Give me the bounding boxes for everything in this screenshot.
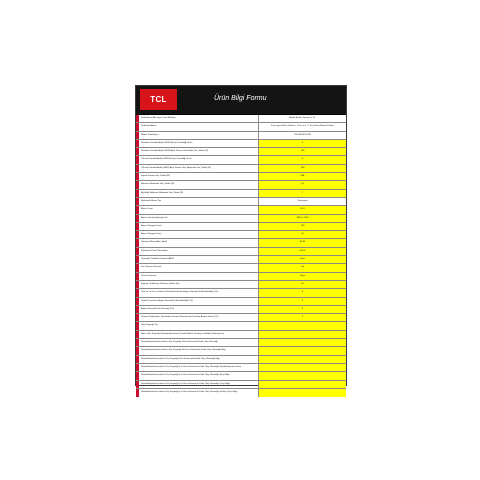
row-label: Bekleme Modunda Güç Talebi (W) xyxy=(136,181,259,188)
table-row xyxy=(136,331,346,339)
row-value: 189 xyxy=(259,165,346,172)
spec-table xyxy=(136,115,346,397)
row-label: Harici Güç Kaynağı (Standartlaştırılmış Ürünle Birlikte Verilmişse Birlikte Kullanılması) xyxy=(136,331,259,338)
row-label: Standartlaştırılmamış Harici Güç Kaynağı İle Ürün Kutusunda Dahil Olup Olmadığı Bilgi xyxy=(136,347,259,354)
row-label: Standartlaştırılmamış Harici Güç Kaynağı Ürün Kutusunda Dahil Olup Olmadığı xyxy=(136,339,259,346)
table-row xyxy=(136,173,346,181)
row-value: F xyxy=(259,140,346,147)
row-label: Ağ Bağlı Bekleme Modunda Güç Talebi (W) xyxy=(136,190,259,197)
row-value xyxy=(259,364,346,371)
row-value: N/A xyxy=(259,173,346,180)
row-label: Standart Dinamik Aralık (SDR) Açık Durum Güç Modu Güç Talebi (W) xyxy=(136,148,259,155)
table-row xyxy=(136,231,346,239)
row-value xyxy=(259,389,346,397)
row-label: Görünen Ekran Alanı (dm²) xyxy=(136,239,259,246)
row-value: Hayır xyxy=(259,273,346,280)
table-row xyxy=(136,381,346,389)
row-value xyxy=(259,339,346,346)
row-label: Standart Dinamik Aralık (SDR) Enerji Verimliliği Sınıfı xyxy=(136,140,259,147)
row-label: Standartlaştırılmış Harici Güç Kaynağı Ürün Kutusunda Dahil Olup Olmadığı Bilgi xyxy=(136,356,259,363)
table-row xyxy=(136,347,346,355)
row-value: 16:9 xyxy=(259,206,346,213)
table-row xyxy=(136,298,346,306)
row-label: Standartlaştırılmış Harici Güç Kaynağı İçin Ürün Kutusunun Dahil Olup Olmadığı Gerilim Çıkışı Bilgi xyxy=(136,389,259,397)
row-label: Standartlaştırılmış Harici Güç Kaynağı İçin Ürün Kutusunun Dahil Olup Olmadığı Girişi Bilgi xyxy=(136,372,259,379)
row-value: 139 xyxy=(259,223,346,230)
row-label: Ses Tanıma Sensörü xyxy=(136,264,259,271)
table-row xyxy=(136,314,346,322)
table-row xyxy=(136,339,346,347)
table-row xyxy=(136,123,346,131)
table-row xyxy=(136,190,346,198)
row-value: 8 xyxy=(259,306,346,313)
row-value xyxy=(259,372,346,379)
row-value: 0,5 xyxy=(259,181,346,188)
table-row xyxy=(136,132,346,140)
sheet-title: Ürün Bilgi Formu xyxy=(214,95,267,102)
table-row xyxy=(136,223,346,231)
row-value: 8 xyxy=(259,298,346,305)
table-row xyxy=(136,264,346,272)
brand-logo: TCL xyxy=(140,89,177,110)
row-label: Yüksek Dinamik Aralık (HDR) Enerji Verimliliği Sınıfı xyxy=(136,156,259,163)
table-row xyxy=(136,165,346,173)
row-label: Durum Sensörü xyxy=(136,273,259,280)
row-value: 60 xyxy=(259,281,346,288)
row-label: Tedarikçi Adresi xyxy=(136,123,259,130)
table-row xyxy=(136,239,346,247)
table-row xyxy=(136,372,346,380)
row-value: QLED xyxy=(259,248,346,255)
row-label: Ekran Köşegeni (inç) xyxy=(136,231,259,238)
row-value: 82,86 xyxy=(259,239,346,246)
row-label: Ekran Oranı xyxy=(136,206,259,213)
table-row xyxy=(136,273,346,281)
table-row xyxy=(136,115,346,123)
table-row xyxy=(136,256,346,264)
row-label: Yazılım ve Ürün Yazılımı Güncellemelerinin Asgari Garantili Kullanılabilirliği (Yıl) xyxy=(136,289,259,296)
table-row xyxy=(136,156,346,164)
row-value: Blabla Elektr. Sanayi ve Tic. xyxy=(289,117,316,119)
table-row xyxy=(136,198,346,206)
row-label: Model Tanımlayıcı xyxy=(136,132,259,139)
row-value: 55C845 MUZ-M1 xyxy=(294,133,311,136)
row-value: Televizyon xyxy=(297,199,308,202)
row-label: Ekran Köşegeni (cm) xyxy=(136,223,259,230)
table-row xyxy=(136,140,346,148)
row-value: G xyxy=(259,156,346,163)
row-value: Fevzi paşa Mah. Mobil tic. Cad. no:1 / 1 Kat, Baraj Bilmek Fikirler xyxy=(271,125,334,128)
row-label: Otomatik Parlaklık Kontrolü (ABC) xyxy=(136,256,259,263)
table-row xyxy=(136,306,346,314)
row-value: 2 xyxy=(259,190,346,197)
row-label: Standartlaştırılmış Harici Güç Kaynağı İçin Ürün Kutusunun Dahil Olup Olmadığı Çıkışı Bilgi xyxy=(136,381,259,388)
row-label: Standartlaştırılmış Harici Güç Kaynağı İçin Ürün Kutusunun Dahil Olup Olmadığı Standartlaştırma Girişi xyxy=(136,364,259,371)
table-row xyxy=(136,148,346,156)
table-row xyxy=(136,289,346,297)
table-row xyxy=(136,215,346,223)
row-label: Elektronik Ekran Tipi xyxy=(136,198,259,205)
row-value xyxy=(259,356,346,363)
table-row xyxy=(136,356,346,364)
product-info-sheet xyxy=(135,85,347,393)
row-label: Yedek Parçaların Asgari Garantili Kullanılabilirliği (Yıl) xyxy=(136,298,259,305)
row-label: Cihazın Tedarikçiler Tarafından Garanti Kapsamında Sunulan Asgari Süresi (Yıl) xyxy=(136,314,259,321)
row-value xyxy=(259,347,346,354)
table-row xyxy=(136,389,346,397)
table-row xyxy=(136,181,346,189)
row-value: 8 xyxy=(259,289,346,296)
row-value xyxy=(259,381,346,388)
row-label: Tedarikçinin Adı veya Ticari Markası xyxy=(136,115,259,122)
table-row xyxy=(136,206,346,214)
table-row xyxy=(136,364,346,372)
row-label: Kapalı Konum Güç Talebi (W) xyxy=(136,173,259,180)
row-value: 108 xyxy=(259,148,346,155)
row-value xyxy=(259,322,346,329)
table-row xyxy=(136,281,346,289)
row-value: 55 xyxy=(259,231,346,238)
row-label: Yüksek Dinamik Aralık (HDR) Açık Durum Güç Modunda Güç Talebi (W) xyxy=(136,165,259,172)
row-value xyxy=(259,331,346,338)
row-label: İmgenin Yenilenme Frekansı (Hertz-Hz) xyxy=(136,281,259,288)
row-value: 2 xyxy=(259,314,346,321)
row-value: 3840 x 2160 xyxy=(259,215,346,222)
table-row xyxy=(136,248,346,256)
row-label: Kullanılan Panel Teknolojisi xyxy=(136,248,259,255)
table-row xyxy=(136,322,346,330)
row-value: Evet xyxy=(259,256,346,263)
row-value: Yok xyxy=(259,264,346,271)
row-label: Asgari Garantili Ürün Desteği (Yıl) xyxy=(136,306,259,313)
row-label: Ekran Çözünürlüğü (piksel) xyxy=(136,215,259,222)
sheet-header xyxy=(136,86,346,115)
row-label: Güç Kaynağı Tipi xyxy=(136,322,259,329)
